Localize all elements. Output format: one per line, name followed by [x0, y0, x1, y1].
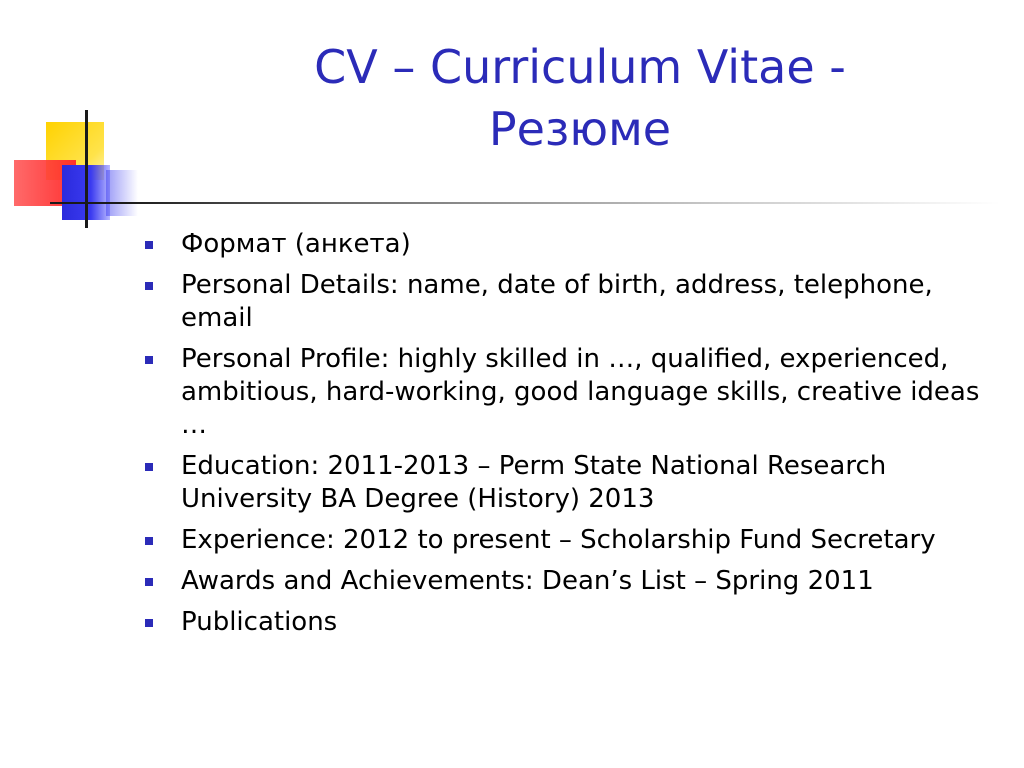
bullet-text: Awards and Achievements: Dean’s List – Spring 2011: [181, 566, 874, 596]
bullet-item: [143, 343, 1003, 442]
square-bullet-icon: [145, 537, 153, 545]
bullet-item: [143, 228, 1003, 261]
slide-title-line-1: CV – Curriculum Vitae -: [314, 40, 846, 94]
square-bullet-icon: [145, 282, 153, 290]
square-bullet-icon: [145, 619, 153, 627]
blue-fade-decoration: [106, 170, 138, 216]
bullet-list: [143, 228, 1003, 647]
bullet-text: Personal Details: name, date of birth, address, telephone, email: [181, 270, 933, 333]
bullet-item: [143, 269, 1003, 335]
square-bullet-icon: [145, 356, 153, 364]
bullet-text: Education: 2011-2013 – Perm State National Research University BA Degree (History) 2013: [181, 451, 887, 514]
slide-title-line-2: Резюме: [488, 102, 672, 156]
bullet-text: Publications: [181, 607, 338, 637]
bullet-text: Формат (анкета): [181, 229, 411, 259]
bullet-item: [143, 450, 1003, 516]
square-bullet-icon: [145, 241, 153, 249]
bullet-item: [143, 524, 1003, 557]
bullet-item: [143, 565, 1003, 598]
decorative-corner-graphic: [0, 0, 160, 240]
vertical-rule: [85, 110, 88, 228]
title-divider-rule: [50, 202, 1000, 204]
square-bullet-icon: [145, 578, 153, 586]
slide-title: [180, 36, 980, 160]
bullet-text: Personal Profile: highly skilled in …, qualified, experienced, ambitious, hard-working, good language skills, creative ideas …: [181, 344, 980, 440]
square-bullet-icon: [145, 463, 153, 471]
bullet-item: [143, 606, 1003, 639]
bullet-text: Experience: 2012 to present – Scholarship Fund Secretary: [181, 525, 936, 555]
